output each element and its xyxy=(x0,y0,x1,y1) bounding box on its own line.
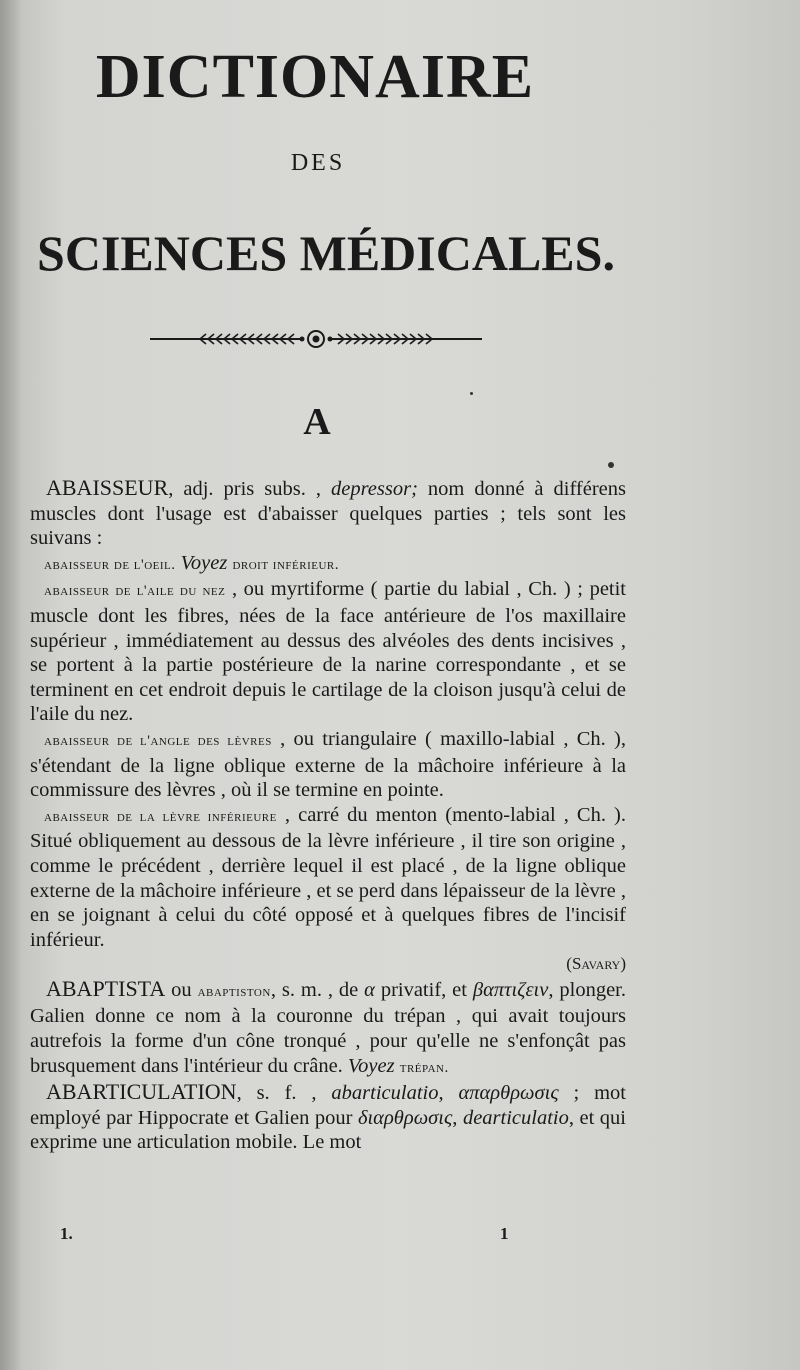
subentry-name: abaisseur de l'angle des lèvres xyxy=(44,732,272,749)
subentry-name: abaisseur de la lèvre inférieure xyxy=(44,808,277,825)
title-main: DICTIONAIRE xyxy=(95,43,535,111)
cross-reference: trépan. xyxy=(399,1059,449,1076)
subentry-name: abaisseur de l'oeil. xyxy=(44,556,176,573)
ink-speck xyxy=(470,392,473,395)
section-letter: A xyxy=(303,401,331,443)
ornament-rule xyxy=(150,326,482,352)
headword: ABARTICULATION xyxy=(46,1079,237,1105)
cross-reference: droit inférieur. xyxy=(232,556,340,573)
entry-abaisseur: ABAISSEUR, adj. pris subs. , depressor; nom donné à différens muscles dont l'usage est d'abaisser quelques parties ; tels sont les suivans : xyxy=(30,475,627,550)
title-connector: DES xyxy=(290,150,346,176)
subentry-aile-nez: abaisseur de l'aile du nez , ou myrtiforme ( partie du labial , Ch. ) ; petit muscle dont les fibres, nées de la face antérieure de l'os maxillaire supérieur , immédiatement au dessus des alvéoles des dents incisives , se portent à la partie postérieure de la narine correspondante , et se terminent en cet endroit depuis le cartilage de la cloison jusqu'à celui de l'aile du nez. xyxy=(30,578,626,726)
signature-mark: 1 xyxy=(500,1224,509,1243)
volume-number: 1. xyxy=(60,1224,73,1243)
entry-abaptista: ABAPTISTA ou abaptiston, s. m. , de α privatif, et βαπτιζειν, plonger. Galien donne ce nom à la couronne du trépan , qui avait toujours autrefois la forme d'un cône tronqué , pour qu'elle ne s'enfonçât pas brusquement dans l'intérieur du crâne. Voyez trépan. xyxy=(30,975,626,1077)
entries-column xyxy=(30,476,626,1155)
voyez-ref: Voyez xyxy=(180,551,228,574)
subentry-oeil xyxy=(30,551,626,578)
title-subtitle: SCIENCES MÉDICALES. xyxy=(37,225,615,281)
headword: ABAPTISTA xyxy=(46,975,166,1001)
subentry-levre-inferieure: abaisseur de la lèvre inférieure , carré du menton (mento-labial , Ch. ). Situé obliquement au dessous de la lèvre inférieure , il tire son origine , comme le précédent , derrière lequel il est placé , de la ligne oblique externe de la mâchoire inférieure , et se perd dans lépaisseur de la lèvre , en se joignant à celui du côté opposé et à quelques fibres de l'incisif inférieur. xyxy=(30,803,626,951)
subentry-angle-levres: abaisseur de l'angle des lèvres , ou triangulaire ( maxillo-labial , Ch. ), s'étendant de la ligne oblique externe de la mâchoire inférieure à la commissure des lèvres , où il se termine en pointe. xyxy=(30,727,626,802)
ink-speck xyxy=(608,462,614,468)
voyez-ref: Voyez xyxy=(347,1054,395,1077)
gutter-shadow xyxy=(0,0,22,1370)
subentry-name: abaisseur de l'aile du nez xyxy=(44,583,226,600)
entry-abarticulation: ABARTICULATION, s. f. , abarticulatio, απαρθρωσις ; mot employé par Hippocrate et Galien pour διαρθρωσις, dearticulatio, et qui exprime une articulation mobile. Le mot xyxy=(30,1079,626,1154)
author-signature: (Savary) xyxy=(566,954,626,974)
headword: ABAISSEUR xyxy=(46,475,169,500)
